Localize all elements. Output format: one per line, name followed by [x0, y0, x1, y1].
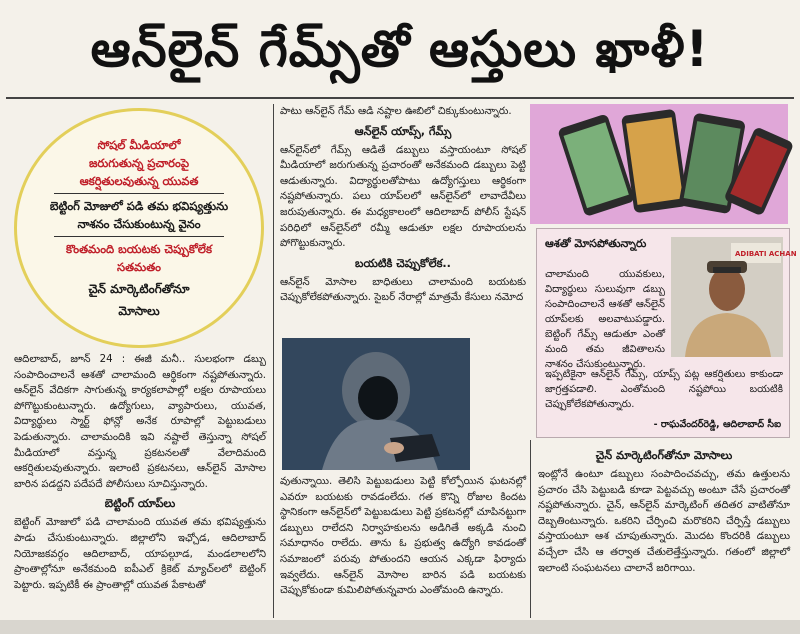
article-column-2-top — [280, 104, 526, 336]
page-bottom-strip — [0, 620, 800, 634]
section-heading: బెట్టింగ్ యాప్‌లు — [104, 497, 176, 511]
divider — [54, 236, 224, 237]
officer-quote-paragraph: చాలామంది యువకులు, విద్యార్థులు సులువుగా డబ్బు సంపాదించాలనే ఆశతో ఆన్‌లైన్ యాప్‌లకు అలవాటుపడ్డారు. బెట్టింగ్ గేమ్స్ ఆడుతూ ఎంతో మంది తమ జీవితాలను నాశనం చేసుకుంటున్నారు. — [545, 269, 665, 370]
officer-signature: - రాఘవేందర్‌రెడ్డి, ఆదిలాబాద్ సీఐ — [653, 419, 781, 430]
divider — [54, 193, 224, 194]
pull-quote-line: సతమతం — [117, 260, 161, 274]
article-paragraph: ఆదిలాబాద్, జూన్ 24 : ఈజీ మనీ.. సులభంగా డబ్బు సంపాదించాలనే ఆశతో చాలామంది ఆర్థికంగా నష్టపోతున్నారు. ఆన్‌లైన్ వేదికగా సాగుతున్న కార్యకలాపాల్లో లక్షల రూపాయలు పోగొట్టుకుంటున్నారు. ఉద్యోగులు, వ్యాపారులు, యువత, విద్యార్థులు స్మార్ట్ ఫోన్లో అనేక రూపాల్లో పెట్టుబడులు పెడుతున్నారు. చాలామందికి ఇవి నష్టాలే తెస్తున్నా సోషల్ మీడియాలో వస్తున్న ప్రకటనలతో వేలాదిమంది ఆకర్షితులవుతున్నారు. ఇలాంటి ప్రకటనలు, ఆన్‌లైన్ మోసాల బారిన పడద్దని పదేపదే పోలీసులు సూచిస్తున్నారు. — [14, 354, 266, 490]
hacker-illustration — [282, 338, 470, 470]
column-divider — [273, 104, 274, 618]
pull-quote-line: నాశనం చేసుకుంటున్న వైనం — [77, 217, 201, 231]
pull-quote-line: కొంతమంది బయటకు చెప్పుకోలేక — [66, 242, 212, 256]
officer-illustration — [671, 237, 797, 357]
pull-quote-line: ఆకర్షితులవుతున్న యువత — [79, 174, 199, 188]
officer-badge-text: ADIBATI ACHAN — [735, 250, 797, 258]
article-paragraph: బెట్టింగ్ మోజులో పడి చాలామంది యువత తమ భవిష్యత్తును పాడు చేసుకుంటున్నారు. జిల్లాలోని ఇఛ్చోడ, ఆదిలాబాద్ నియోజకవర్గం ఆదిలాబాద్, యాపల్గూడ, మండలాలలోని ప్రాంతాల్లోనూ అనేకమంది ఐపీఎల్ క్రికెట్ మ్యాచ్‌లలో బెట్టింగ్ పెట్టారు. ఇప్పటికీ ఈ ప్రాంతాల్లో యువత పేకాటతో — [14, 517, 266, 591]
officer-box-title: ఆశతో మోసపోతున్నారు — [545, 237, 647, 250]
article-paragraph: పాటు ఆన్‌లైన్ గేమ్ ఆడి నష్టాల ఊబిలో చిక్కుకుంటున్నారు. — [280, 106, 512, 117]
officer-quote-box — [536, 228, 797, 438]
article-paragraph: ఇంట్లోనే ఉంటూ డబ్బులు సంపాదించవచ్చు, తమ ఉత్తులను ప్రచారం చేసి పెట్టుబడి కూడా పెట్టవచ్చు అంటూ చేసే ప్రచారంతో నష్టపోతున్నారు. చైన్, ఆన్‌లైన్ మార్కెటింగ్ తదితర వాటితోనూ దెబ్బతింటున్నారు. ఒకరిని చేర్పించి మరొకరిని చేర్పిస్తే డబ్బులు వస్తాయంటూ ఆశ చూపుతున్నారు. మొదట కొందరికి డబ్బులు వచ్చేలా చేసి ఆ తర్వాత చేతులెత్తేస్తున్నారు. గతంలో జిల్లాలో ఇలాంటి సంఘటనలు చాలానే జరిగాయి. — [538, 469, 790, 574]
phones-illustration — [530, 104, 788, 224]
headline: ఆన్‌లైన్ గేమ్స్‌తో ఆస్తులు ఖాళీ! — [90, 20, 710, 78]
phones-photo — [530, 104, 788, 224]
article-paragraph: ఆన్‌లైన్ మోసాల బాధితులు చాలామంది బయటకు చెప్పుకోలేకపోతున్నారు. సైబర్ నేరాల్లో మాత్రమే కేసులు నమోద — [280, 276, 526, 304]
column-divider — [530, 440, 531, 618]
section-heading: ఆన్‌లైన్ యాప్స్, గేమ్స్ — [354, 124, 452, 138]
officer-quote-paragraph: ఇప్పటికైనా ఆన్‌లైన్ గేమ్స్, యాప్స్ పట్ల ఆకర్షితులు కాకుండా జాగ్రత్తపడాలి. ఎంతోమంది నష్టపోయి బయటికి చెప్పుకోలేకపోతున్నారు. — [545, 369, 783, 410]
article-paragraph: ఆన్‌లైన్‌లో గేమ్స్ ఆడితే డబ్బులు వస్తాయంటూ సోషల్ మీడియాలో జరుగుతున్న ప్రచారంతో అనేకమంది డబ్బులు పెట్టి ఆడుతున్నారు. విద్యార్థులతోపాటు ఉద్యోగస్తులు ఆర్థికంగా నష్టపోతున్నారు. పలు యాప్‌లలో ఆన్‌లైన్‌లో లావాదేవీలు జరుపుతున్నారు. ఈ మధ్యకాలంలో ఆదిలాబాద్ పోలీస్ స్టేషన్ పరిధిలో ఆన్‌లైన్‌లో రమ్మీ ఆడుతూ లక్షల రూపాయలను పోగొట్టుకున్నారు. — [280, 144, 526, 250]
article-column-1 — [14, 352, 266, 618]
article-column-3 — [538, 444, 790, 618]
article-paragraph: వుతున్నాయి. తెలిసి పెట్టుబడులు పెట్టి కోల్పోయిన ఘటనల్లో ఎవరూ బయటకు రావడంలేదు. గత కొన్ని రోజుల కిందట స్థానికంగా ఆన్‌లైన్‌లో పెట్టుబడులు పెట్టి ప్రకటనల్లో చూపినట్టుగా డబ్బులు రాలేదని నిర్వాహకులను అడిగితే అక్కడి నుంచి సమాధానం రాలేదు. తాను ఓ ప్రభుత్వ ఉద్యోగి కావడంతో సమాజంలో పరువు పోతుందని ఆయన ఎక్కడా ఫిర్యాదు ఇవ్వలేదు. ఆన్‌లైన్ మోసాల బారిన పడి బయటకు చెప్పుకోకుండా కుమిలిపోతున్నవారు ఎంతోమంది ఉన్నారు. — [280, 476, 526, 597]
hacker-photo — [282, 338, 470, 470]
pull-quote-byline: మోసాలు — [118, 304, 160, 318]
pull-quote-line: సోషల్ మీడియాలో — [97, 138, 181, 152]
section-heading: బయటికి చెప్పుకోలేక.. — [355, 256, 451, 270]
headline-rule — [6, 97, 794, 99]
article-column-2-bottom — [280, 474, 526, 618]
pull-quote-line: బెట్టింగ్ మోజులో పడి తమ భవిష్యత్తును — [49, 199, 229, 213]
section-heading: చైన్ మార్కెటింగ్‌తోనూ మోసాలు — [595, 449, 733, 462]
officer-photo — [671, 237, 797, 357]
pull-quote-line: జరుగుతున్న ప్రచారంపై — [89, 156, 189, 170]
pull-quote-byline: చైన్ మార్కెటింగ్‌తోనూ — [88, 282, 190, 296]
pull-quote — [14, 108, 264, 348]
